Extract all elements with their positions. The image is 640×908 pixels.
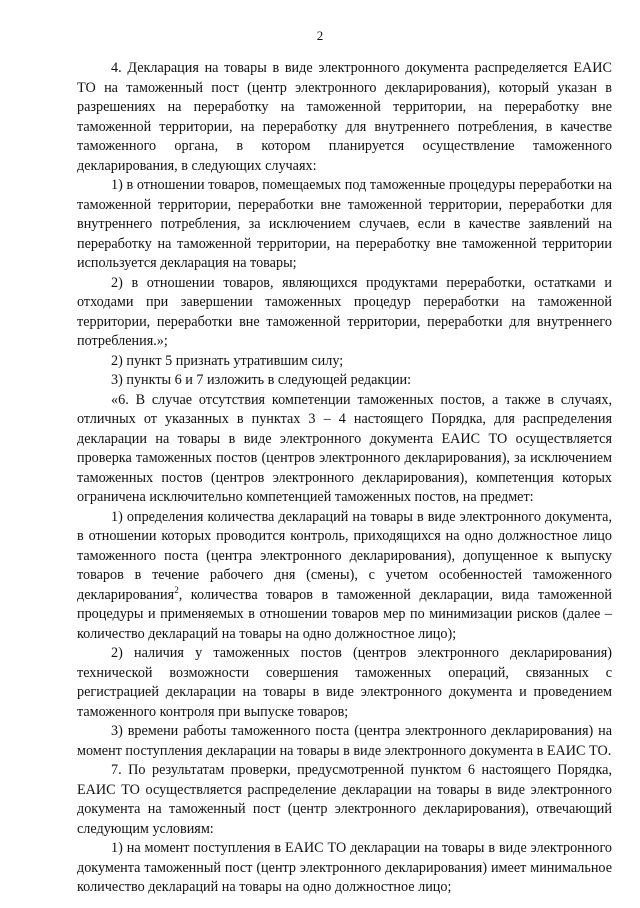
- paragraph-amendment-2: 2) пункт 5 признать утратившим силу;: [111, 352, 344, 369]
- paragraph-text-continued: , количества товаров в таможенной декларации, вида таможенной процедуры и применяемых в отношении товаров мер по минимизации рисков (далее – количество деклараций на товары на одно должностное лицо);: [77, 586, 612, 642]
- paragraph-item-6-subitem-3: 3) времени работы таможенного поста (центра электронного декларирования) на момент поступления декларации на товары в виде электронного документа в ЕАИС ТО.: [77, 723, 612, 759]
- paragraph-item-7-subitem-1: 1) на момент поступления в ЕАИС ТО декларации на товары в виде электронного документа таможенный пост (центр электронного декларирования) имеет минимальное количество деклараций на товары на одно должностное лицо;: [77, 840, 612, 895]
- paragraph-subitem-1: 1) в отношении товаров, помещаемых под таможенные процедуры переработки на таможенной территории, переработки вне таможенной территории, переработки для внутреннего потребления, за исключением случаев, если в качестве заявлений на переработку на таможенной территории, на переработку вне таможенной территории используется декларация на товары;: [77, 177, 612, 271]
- body-text: [77, 59, 612, 898]
- paragraph-item-6-subitem-1: [77, 508, 612, 645]
- paragraph-item-7: 7. По результатам проверки, предусмотренной пунктом 6 настоящего Порядка, ЕАИС ТО осуществляется распределение декларации на товары в виде электронного документа на таможенный пост (центр электронного декларирования), отвечающий следующим условиям:: [77, 762, 612, 837]
- paragraph-amendment-3: 3) пункты 6 и 7 изложить в следующей редакции:: [111, 372, 412, 388]
- footnote-marker: 2: [174, 584, 179, 595]
- page-number: 2: [316, 28, 324, 43]
- paragraph-item-4: 4. Декларация на товары в виде электронного документа распределяется ЕАИС ТО на таможенный пост (центр электронного декларирования), который указан в разрешениях на переработку на таможенной территории, на переработку вне таможенной территории, на переработку для внутреннего потребления, в качестве таможенного органа, в котором планируется осуществление таможенного декларирования, в следующих случаях:: [77, 60, 612, 174]
- paragraph-item-6: «6. В случае отсутствия компетенции таможенных постов, а также в случаях, отличных от указанных в пунктах 3 – 4 настоящего Порядка, для распределения декларации на товары в виде электронного документа ЕАИС ТО осуществляется проверка таможенных постов (центров электронного декларирования), за исключением таможенных постов (центров электронного декларирования), компетенция которых ограничена исключительно компетенцией таможенных постов, на предмет:: [77, 391, 612, 505]
- paragraph-subitem-2: 2) в отношении товаров, являющихся продуктами переработки, остатками и отходами при завершении таможенных процедур переработки на таможенной территории, переработки вне таможенной территории, переработки для внутреннего потребления.»;: [77, 274, 612, 349]
- paragraph-text: 1) определения количества деклараций на товары в виде электронного документа, в отношении которых проводится контроль, приходящихся на одно должностное лицо таможенного поста (центра электронного декларирования), допущенное к выпуску товаров в течение рабочего дня (смены), с учетом особенностей таможенного декларирования: [77, 508, 612, 603]
- paragraph-item-6-subitem-2: 2) наличия у таможенных постов (центров электронного декларирования) технической возможности совершения таможенных операций, связанных с регистрацией декларации на товары в виде электронного документа и проведением таможенного контроля при выпуске товаров;: [77, 645, 612, 720]
